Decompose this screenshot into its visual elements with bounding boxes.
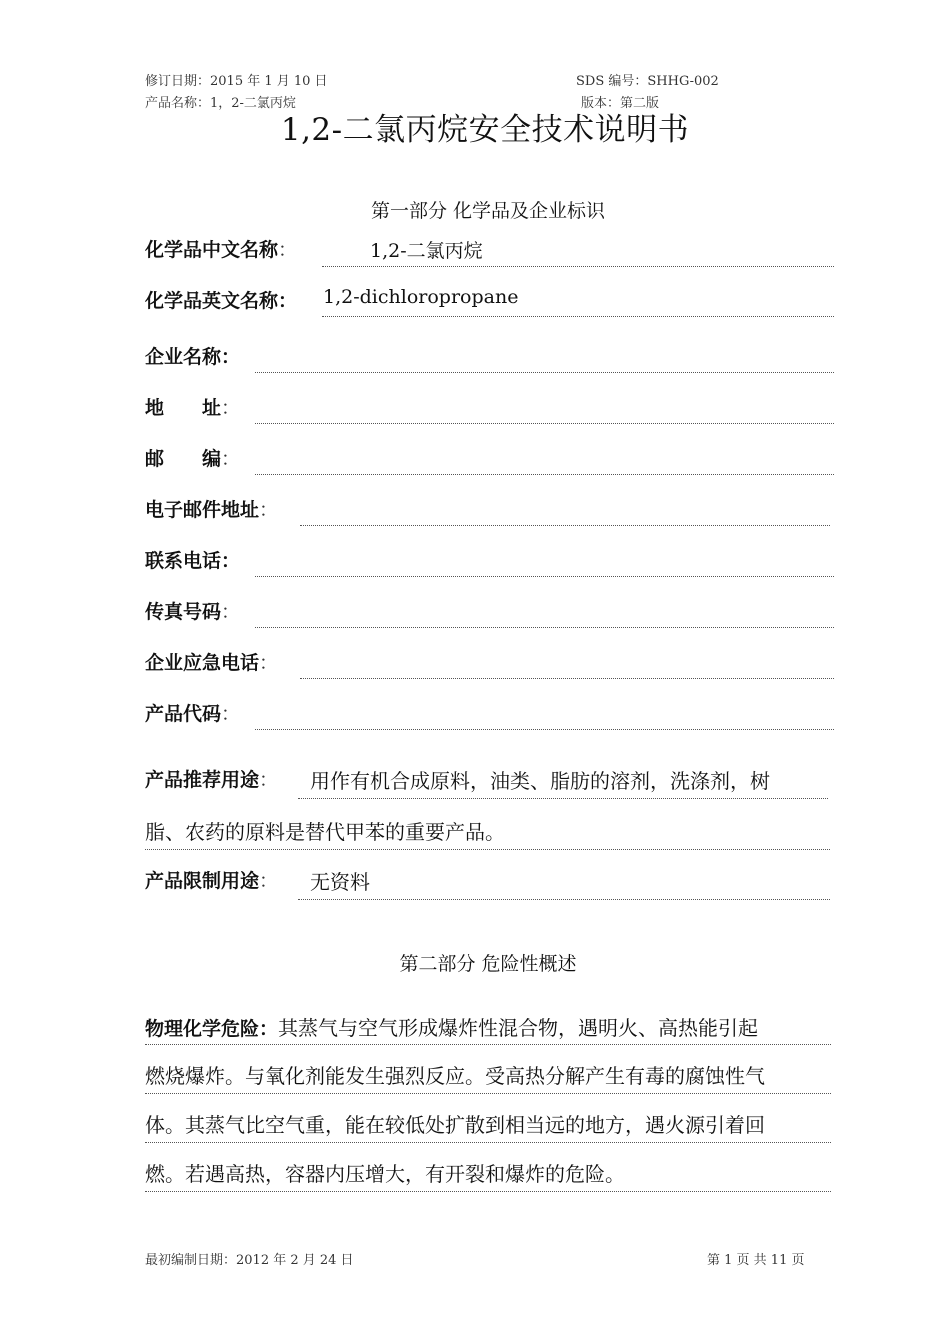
- section2-title: 第二部分 危险性概述: [399, 953, 577, 975]
- recommended-use-line2: 脂、农药的原料是替代甲苯的重要产品。: [145, 820, 505, 844]
- postcode-row: [145, 444, 240, 471]
- fax-underline: [255, 627, 834, 628]
- recommended-use-underline2: [145, 849, 830, 850]
- recommended-use-row: [145, 765, 278, 792]
- header-version: 版本：第二版: [581, 96, 660, 111]
- en-name-underline: [322, 316, 834, 317]
- recommended-use-label: 产品推荐用途: [145, 769, 260, 791]
- postcode-label: 邮 编: [145, 448, 222, 470]
- physical-hazard-line2: 燃烧爆炸。与氧化剂能发生强烈反应。受高热分解产生有毒的腐蚀性气: [145, 1064, 765, 1088]
- recommended-use-line1: 用作有机合成原料，油类、脂肪的溶剂，洗涤剂，树: [310, 769, 770, 793]
- postcode-underline: [255, 474, 834, 475]
- restricted-use-label: 产品限制用途: [145, 870, 260, 892]
- phone-label: 联系电话：: [145, 550, 241, 572]
- physical-hazard-underline4: [145, 1191, 831, 1192]
- physical-hazard-line1: 其蒸气与空气形成爆炸性混合物，遇明火、高热能引起: [278, 1016, 759, 1040]
- en-name-value: 1,2-dichloropropane: [323, 286, 519, 308]
- product-code-underline: [255, 729, 834, 730]
- physical-hazard-line3: 体。其蒸气比空气重，能在较低处扩散到相当远的地方，遇火源引着回: [145, 1113, 765, 1137]
- email-label: 电子邮件地址: [145, 499, 260, 521]
- page-info: 第 1 页 共 11 页: [707, 1253, 805, 1268]
- physical-hazard-row: [145, 1012, 758, 1041]
- initial-date: 最初编制日期：2012 年 2 月 24 日: [145, 1253, 354, 1268]
- revision-date: 修订日期：2015 年 1 月 10 日: [145, 74, 328, 89]
- company-label: 企业名称：: [145, 346, 241, 368]
- restricted-use-underline: [298, 899, 830, 900]
- cn-name-underline: [322, 266, 834, 267]
- restricted-use-value: 无资料: [310, 870, 370, 894]
- restricted-use-colon: ：: [259, 870, 279, 892]
- header-product-name: 产品名称：1，2-二氯丙烷: [145, 96, 296, 111]
- en-name-label: 化学品英文名称：: [145, 290, 298, 312]
- physical-hazard-underline3: [145, 1142, 831, 1143]
- address-row: [145, 393, 240, 420]
- company-underline: [255, 372, 834, 373]
- fax-colon: ：: [221, 601, 241, 623]
- fax-label: 传真号码: [145, 601, 222, 623]
- physical-hazard-label: 物理化学危险：: [145, 1018, 279, 1040]
- sds-number: SDS 编号：SHHG-002: [576, 74, 719, 89]
- product-code-colon: ：: [221, 703, 241, 725]
- address-colon: ：: [221, 397, 241, 419]
- document-title: 1,2-二氯丙烷安全技术说明书: [280, 112, 690, 148]
- cn-name-label: 化学品中文名称: [145, 239, 279, 261]
- phone-underline: [255, 576, 834, 577]
- product-code-label: 产品代码: [145, 703, 222, 725]
- emergency-label: 企业应急电话: [145, 652, 260, 674]
- email-underline: [300, 525, 830, 526]
- cn-name-colon: ：: [278, 239, 298, 261]
- physical-hazard-line4: 燃。若遇高热，容器内压增大，有开裂和爆炸的危险。: [145, 1162, 625, 1186]
- recommended-use-colon: ：: [259, 769, 279, 791]
- en-name-row: [145, 286, 297, 313]
- cn-name-row: [145, 235, 297, 262]
- physical-hazard-underline2: [145, 1093, 831, 1094]
- email-row: [145, 495, 278, 522]
- physical-hazard-underline1: [145, 1044, 831, 1045]
- section1-title: 第一部分 化学品及企业标识: [370, 200, 606, 222]
- address-label: 地 址: [145, 397, 222, 419]
- postcode-colon: ：: [221, 448, 241, 470]
- email-colon: ：: [259, 499, 279, 521]
- cn-name-value: 1,2-二氯丙烷: [370, 240, 483, 262]
- restricted-use-row: [145, 866, 278, 893]
- emergency-row: [145, 648, 278, 675]
- product-code-row: [145, 699, 240, 726]
- emergency-underline: [300, 678, 834, 679]
- emergency-colon: ：: [259, 652, 279, 674]
- fax-row: [145, 597, 240, 624]
- recommended-use-underline1: [298, 798, 828, 799]
- address-underline: [255, 423, 834, 424]
